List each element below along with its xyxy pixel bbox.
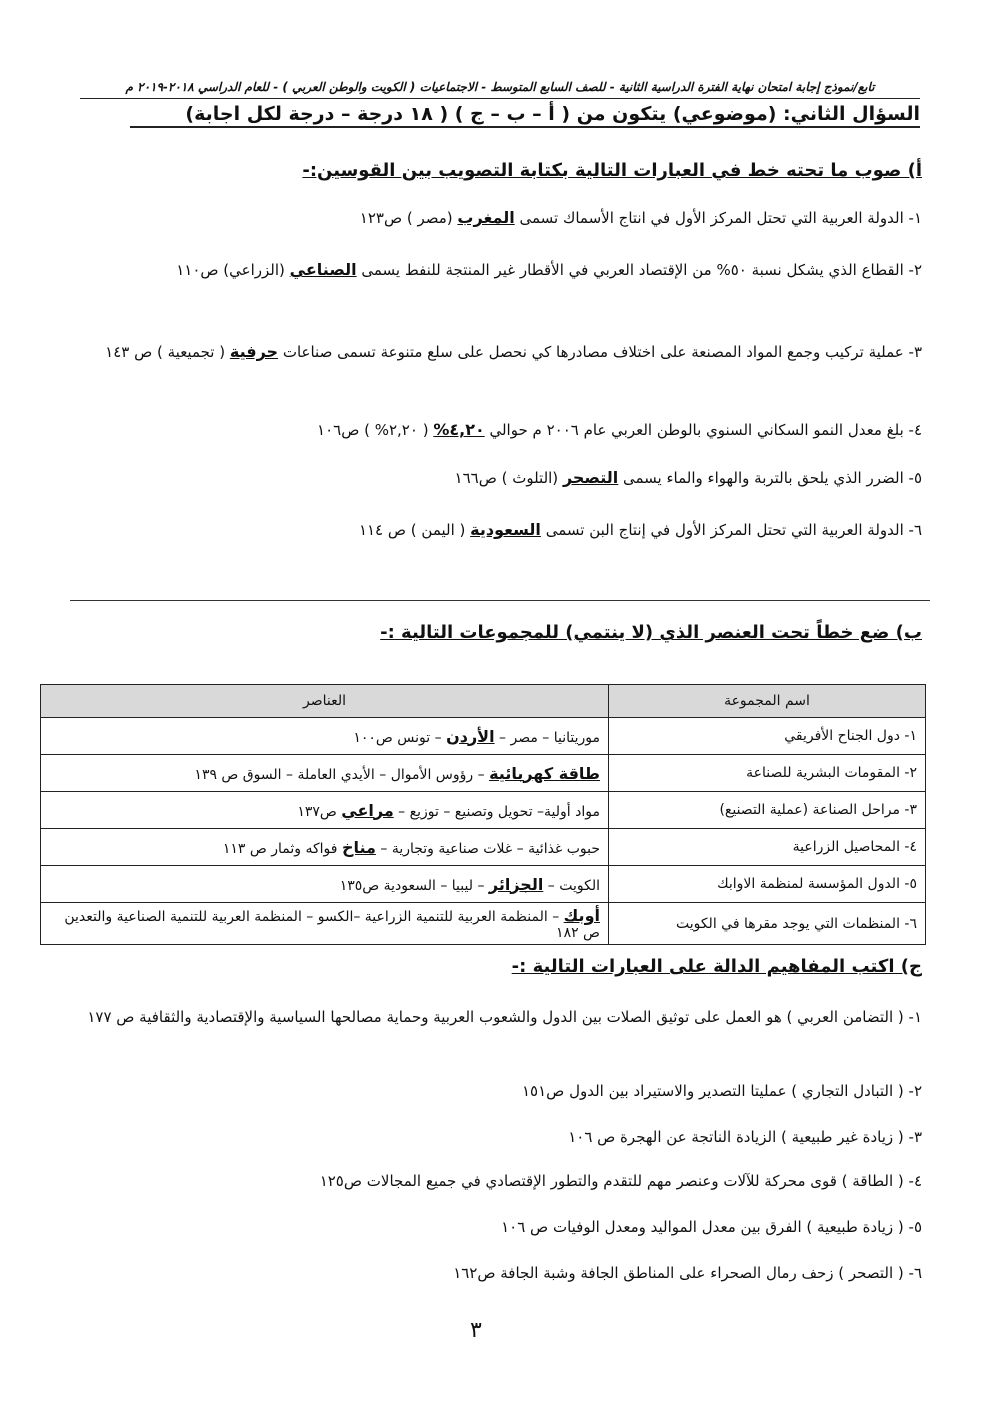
table-row	[41, 903, 926, 945]
item-text: ٦- الدولة العربية التي تحتل المركز الأول في إنتاج البن تسمى	[540, 521, 922, 539]
group-cell: ١- دول الجناح الأفريقي	[609, 718, 926, 755]
question-title: السؤال الثاني: (موضوعي) يتكون من ( أ – ب – ج ) ( ١٨ درجة – درجة لكل اجابة)	[130, 103, 920, 128]
item-correction: ( ٢,٢٠% ) ص١٠٦	[317, 421, 434, 439]
group-cell: ٥- الدول المؤسسة لمنظمة الاوابك	[609, 866, 926, 903]
item-text: ٣- عملية تركيب وجمع المواد المصنعة على اختلاف مصادرها كي نحصل على سلع متنوعة تسمى صناعات	[278, 343, 922, 361]
table-row	[41, 718, 926, 755]
page-header: تابع/نموذج إجابة امتحان نهاية الفترة الدراسية الثانية - للصف السابع المتوسط - الاجتماعيات ( الكويت والوطن العربي ) - للعام الدراسي ٢٠١٨-٢٠١٩ م	[80, 80, 920, 99]
group-cell: ٣- مراحل الصناعة (عملية التصنيع)	[609, 792, 926, 829]
odd-element: طاقة كهربائية	[489, 763, 600, 783]
item-text: ٢- القطاع الذي يشكل نسبة ٥٠% من الإقتصاد العربي في الأقطار غير المنتجة للنفط يسمى	[356, 261, 922, 279]
section-divider	[70, 600, 930, 601]
group-cell: ٤- المحاصيل الزراعية	[609, 829, 926, 866]
elements-text: الكويت –	[543, 877, 600, 894]
section-c-title: ج) اكتب المفاهيم الدالة على العبارات التالية :-	[511, 956, 922, 977]
column-header-elements: العناصر	[41, 685, 609, 718]
page-number: ٣	[470, 1318, 482, 1343]
list-item: ٢- ( التبادل التجاري ) عمليتا التصدير والاستيراد بين الدول ص١٥١	[522, 1082, 922, 1100]
table-row	[41, 792, 926, 829]
odd-element: الأردن	[446, 726, 495, 746]
list-item: ٦- ( التصحر ) زحف رمال الصحراء على المناطق الجافة وشبة الجافة ص١٦٢	[453, 1264, 922, 1282]
elements-cell	[41, 829, 609, 866]
underlined-term: الصناعي	[289, 260, 357, 279]
underlined-term: ٤,٢٠%	[433, 420, 485, 439]
elements-text: مواد أولية– تحويل وتصنيع – توزيع –	[393, 803, 600, 820]
elements-text: حبوب غذائية – غلات صناعية وتجارية –	[375, 840, 600, 857]
odd-element: مراعي	[341, 800, 394, 820]
list-item	[359, 520, 922, 539]
section-b-title: ب) ضع خطاً تحت العنصر الذي (لا ينتمي) للمجموعات التالية :-	[380, 622, 922, 643]
section-a-title: أ) صوب ما تحته خط في العبارات التالية بكتابة التصويب بين القوسين:-	[302, 160, 922, 181]
elements-text: – المنظمة العربية للتنمية الزراعية –الكسو – المنظمة العربية للتنمية الصناعية والتعدين ص ١٨٢	[64, 909, 600, 941]
elements-cell	[41, 755, 609, 792]
item-correction: (مصر ) ص١٢٣	[359, 209, 458, 227]
group-cell: ٢- المقومات البشرية للصناعة	[609, 755, 926, 792]
list-item: ٤- ( الطاقة ) قوى محركة للآلات وعنصر مهم للتقدم والتطور الإقتصادي في جميع المجالات ص١٢٥	[319, 1172, 922, 1190]
list-item: ١- ( التضامن العربي ) هو العمل على توثيق الصلات بين الدول والشعوب العربية وحماية مصالحها السياسية والإقتصادية والثقافية ص ١٧٧	[87, 1008, 922, 1026]
item-correction: ( تجميعية ) ص ١٤٣	[105, 343, 230, 361]
odd-element: الجزائر	[488, 874, 544, 894]
underlined-term: التصحر	[562, 468, 619, 487]
elements-text: موريتانيا – مصر –	[494, 729, 600, 746]
underlined-term: حرفية	[229, 342, 279, 361]
elements-cell	[41, 903, 609, 945]
list-item: ٣- ( زيادة غير طبيعية ) الزيادة الناتجة عن الهجرة ص ١٠٦	[568, 1128, 922, 1146]
odd-element: مناخ	[341, 837, 376, 857]
table-row	[41, 829, 926, 866]
item-correction: (التلوث ) ص١٦٦	[454, 469, 563, 487]
list-item	[317, 420, 922, 439]
elements-text: فواكه وثمار ص ١١٣	[222, 840, 342, 857]
elements-text: – تونس ص١٠٠	[353, 729, 447, 746]
elements-cell	[41, 866, 609, 903]
item-text: ٥- الضرر الذي يلحق بالتربة والهواء والماء يسمى	[618, 469, 922, 487]
elements-cell	[41, 718, 609, 755]
table-row	[41, 755, 926, 792]
underlined-term: المغرب	[457, 208, 515, 227]
table-header-row	[41, 685, 926, 718]
table-row	[41, 866, 926, 903]
item-text: ٤- بلغ معدل النمو السكاني السنوي بالوطن العربي عام ٢٠٠٦ م حوالي	[484, 421, 922, 439]
item-text: ١- الدولة العربية التي تحتل المركز الأول في انتاج الأسماك تسمى	[514, 209, 922, 227]
elements-text: – ليبيا – السعودية ص١٣٥	[339, 877, 489, 894]
list-item	[455, 468, 922, 487]
group-cell: ٦- المنظمات التي يوجد مقرها في الكويت	[609, 903, 926, 945]
list-item	[360, 208, 922, 227]
list-item	[72, 256, 922, 284]
list-item: ٥- ( زيادة طبيعية ) الفرق بين معدل المواليد ومعدل الوفيات ص ١٠٦	[501, 1218, 922, 1236]
underlined-term: السعودية	[470, 520, 541, 539]
elements-cell	[41, 792, 609, 829]
item-correction: (الزراعي) ص١١٠	[176, 261, 290, 279]
odd-element: أوبك	[563, 906, 600, 925]
item-correction: ( اليمن ) ص ١١٤	[358, 521, 471, 539]
groups-table	[40, 684, 926, 945]
elements-text: – رؤوس الأموال – الأيدي العاملة – السوق ص ١٣٩	[194, 766, 490, 783]
column-header-group: اسم المجموعة	[609, 685, 926, 718]
list-item	[62, 338, 922, 366]
elements-text: ص١٣٧	[297, 803, 342, 820]
